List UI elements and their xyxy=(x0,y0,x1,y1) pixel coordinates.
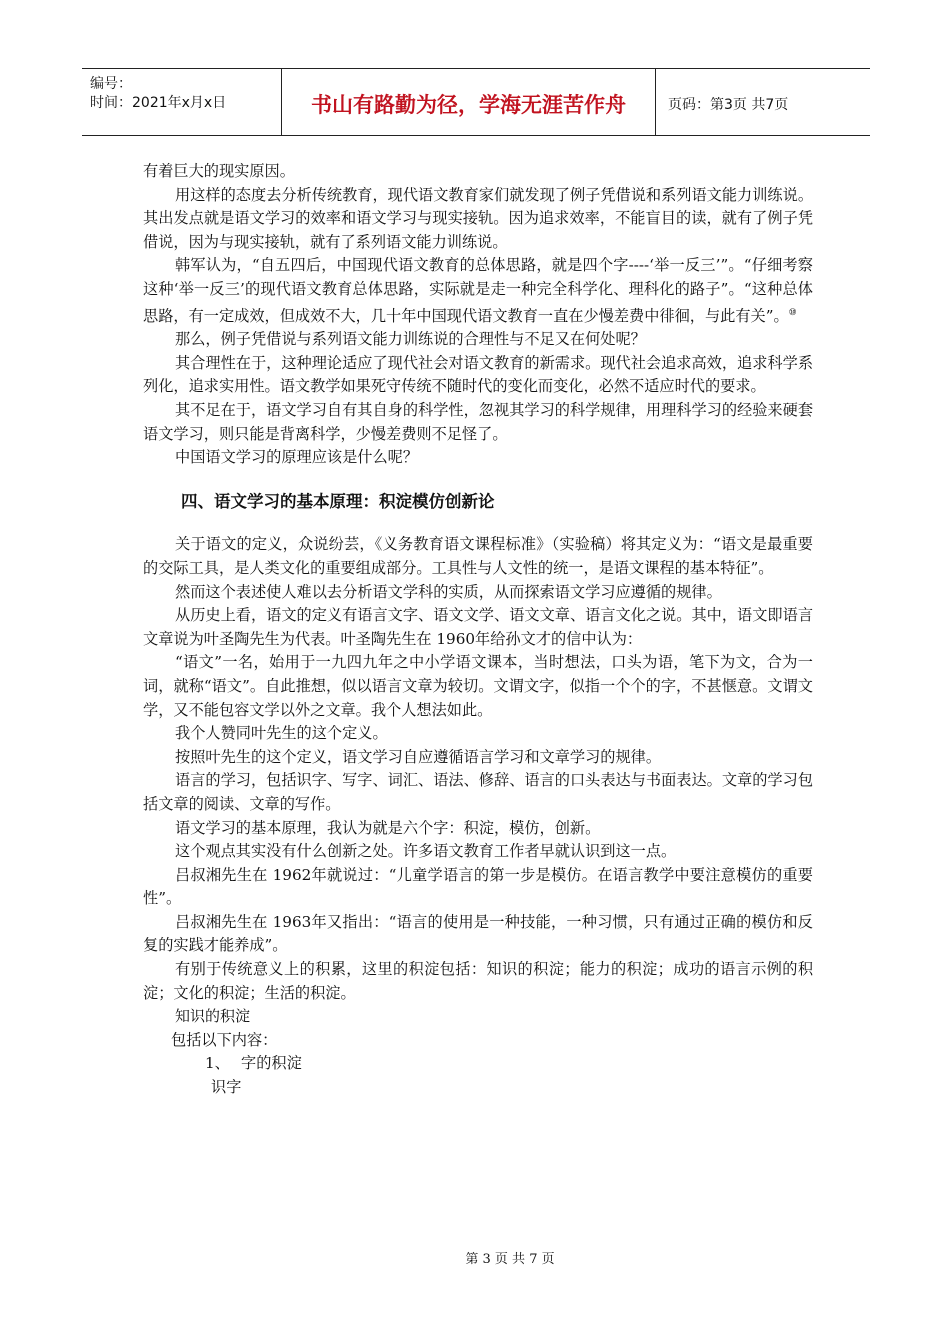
paragraph: 吕叔湘先生在 1962年就说过：“儿童学语言的第一步是模仿。在语言教学中要注意模仿的重要性”。 xyxy=(143,865,813,908)
paragraph: 中国语文学习的原理应该是什么呢？ xyxy=(175,448,418,467)
header-page-number: 页码：第3页 共7页 xyxy=(668,97,789,113)
page-footer: 第 3 页 共 7 页 xyxy=(465,1252,555,1267)
paragraph: 关于语文的定义，众说纷芸，《义务教育语文课程标准》（实验稿）将其定义为：“语文是最重要的交际工具，是人类文化的重要组成部分。工具性与人文性的统一，是语文课程的基本特征”。 xyxy=(143,535,813,577)
paragraph-text: 韩军认为，“自五四后，中国现代语文教育的总体思路，就是四个字----‘举一反三’”。“仔细考察这种‘举一反三’的现代语文教育总体思路，实际就是走一种完全科学化、理科化的路子”。“这种总体思路，有一定成效，但成效不大，几十年中国现代语文教育一直在少慢差费中徘徊，与此有关”。 xyxy=(143,256,813,325)
paragraph: 其合理性在于，这种理论适应了现代社会对语文教育的新需求。现代社会追求高效，追求科学系列化，追求实用性。语文教学如果死守传统不随时代的变化而变化，必然不适应时代的要求。 xyxy=(143,353,813,396)
paragraph: 按照叶先生的这个定义，语文学习自应遵循语言学习和文章学习的规律。 xyxy=(175,747,661,766)
paragraph: 语言的学习，包括识字、写字、词汇、语法、修辞、语言的口头表达与书面表达。文章的学习包括文章的阅读、文章的写作。 xyxy=(143,771,813,813)
paragraph: 有着巨大的现实原因。 xyxy=(143,162,295,180)
subheading: 知识的积淀 xyxy=(175,1007,251,1026)
page-header xyxy=(82,68,870,136)
paragraph: 我个人赞同叶先生的这个定义。 xyxy=(175,724,388,743)
number-label: 编号： xyxy=(90,76,132,92)
section-heading: 四、语文学习的基本原理：积淀模仿创新论 xyxy=(181,491,495,511)
paragraph xyxy=(143,254,813,328)
paragraph: 然而这个表述使人难以去分析语文学科的实质，从而探索语文学习应遵循的规律。 xyxy=(175,582,722,601)
header-meta xyxy=(82,69,282,135)
footnote-marker: ⑩ xyxy=(788,307,797,318)
date-label: 时间：2021年x月x日 xyxy=(90,95,227,111)
paragraph: 从历史上看，语文的定义有语言文字、语文文学、语文文章、语言文化之说。其中，语文即语言文章说为叶圣陶先生为代表。叶圣陶先生在 1960年给孙文才的信中认为： xyxy=(143,606,813,648)
list-number: 1、 xyxy=(205,1054,230,1073)
list-item xyxy=(143,1052,813,1076)
quote-paragraph: “语文”一名，始用于一九四九年之中小学语文课本，当时想法，口头为语，笔下为文，合为一词，就称“语文”。自此推想，似以语言文章为较切。文谓文字，似指一个个的字，不甚惬意。文谓文学，又不能包容文学以外之文章。我个人想法如此。 xyxy=(143,653,813,719)
paragraph: 吕叔湘先生在 1963年又指出：“语言的使用是一种技能，一种习惯，只有通过正确的模仿和反复的实践才能养成”。 xyxy=(143,912,813,955)
paragraph: 那么，例子凭借说与系列语文能力训练说的合理性与不足又在何处呢？ xyxy=(175,330,646,349)
paragraph: 有别于传统意义上的积累，这里的积淀包括：知识的积淀；能力的积淀；成功的语言示例的积淀；文化的积淀；生活的积淀。 xyxy=(143,960,813,1002)
document-body xyxy=(143,160,813,1100)
header-motto: 书山有路勤为径，学海无涯苦作舟 xyxy=(282,69,656,135)
paragraph: 这个观点其实没有什么创新之处。许多语文教育工作者早就认识到这一点。 xyxy=(175,842,677,861)
paragraph: 用这样的态度去分析传统教育，现代语文教育家们就发现了例子凭借说和系列语文能力训练说。其出发点就是语文学习的效率和语文学习与现实接轨。因为追求效率，不能盲目的读，就有了例子凭借说，因为与现实接轨，就有了系列语文能力训练说。 xyxy=(143,185,813,251)
paragraph: 识字 xyxy=(211,1078,242,1097)
paragraph: 语文学习的基本原理，我认为就是六个字：积淀，模仿，创新。 xyxy=(175,818,601,837)
paragraph: 其不足在于，语文学习自有其自身的科学性，忽视其学习的科学规律，用理科学习的经验来硬套语文学习，则只能是背离科学，少慢差费则不足怪了。 xyxy=(143,401,813,443)
paragraph: 包括以下内容： xyxy=(171,1030,278,1049)
list-text: 字的积淀 xyxy=(241,1054,302,1073)
